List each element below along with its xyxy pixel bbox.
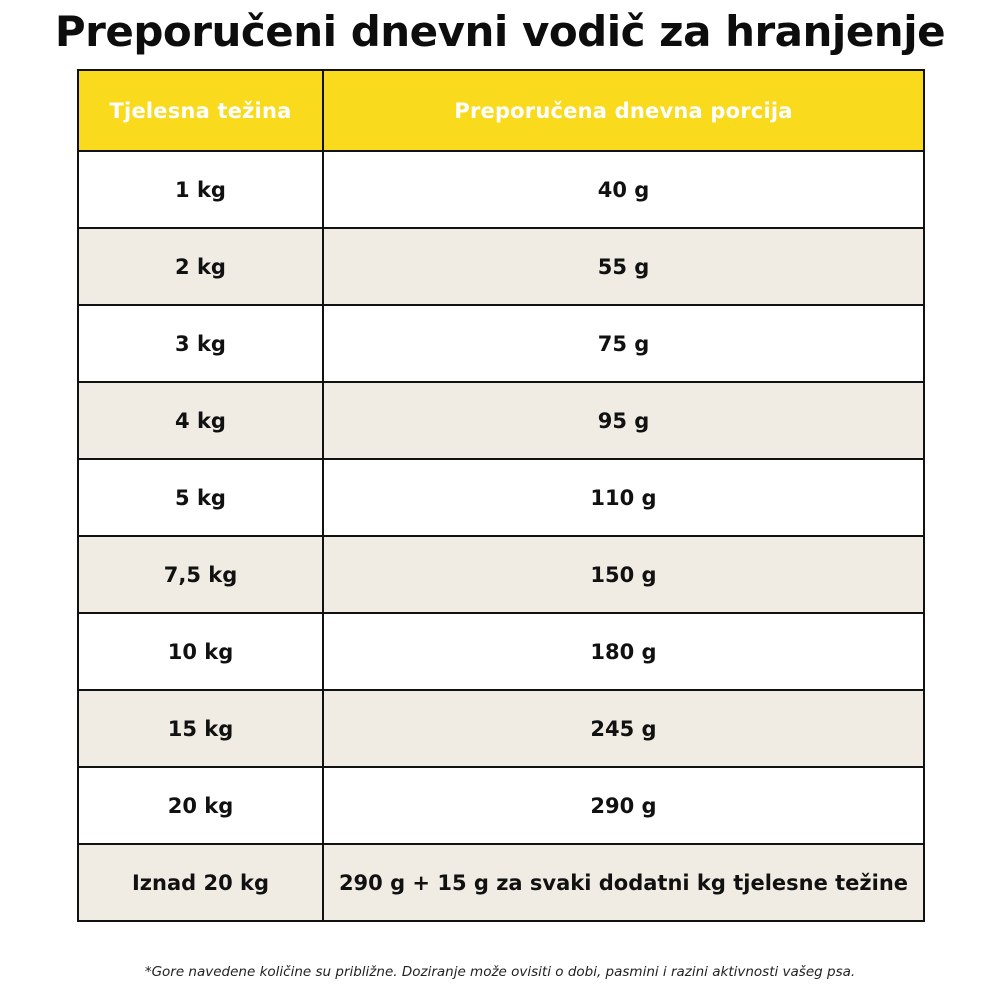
table-row	[78, 228, 924, 305]
header-daily-portion: Preporučena dnevna porcija	[323, 70, 924, 151]
weight-cell: 20 kg	[78, 767, 323, 844]
table-row	[78, 844, 924, 921]
weight-cell: 10 kg	[78, 613, 323, 690]
portion-cell: 180 g	[323, 613, 924, 690]
portion-cell: 40 g	[323, 151, 924, 228]
weight-cell: Iznad 20 kg	[78, 844, 323, 921]
table-header-row	[78, 70, 924, 151]
table-row	[78, 767, 924, 844]
portion-cell: 290 g	[323, 767, 924, 844]
feeding-guide-table	[77, 69, 925, 922]
table-row	[78, 151, 924, 228]
page-title: Preporučeni dnevni vodič za hranjenje	[54, 7, 946, 56]
weight-cell: 2 kg	[78, 228, 323, 305]
portion-cell: 110 g	[323, 459, 924, 536]
header-body-weight: Tjelesna težina	[78, 70, 323, 151]
weight-cell: 15 kg	[78, 690, 323, 767]
portion-cell: 95 g	[323, 382, 924, 459]
footnote: *Gore navedene količine su približne. Doziranje može ovisiti o dobi, pasmini i razini aktivnosti vašeg psa.	[144, 964, 856, 980]
weight-cell: 4 kg	[78, 382, 323, 459]
table-row	[78, 536, 924, 613]
table-row	[78, 690, 924, 767]
portion-cell: 290 g + 15 g za svaki dodatni kg tjelesne težine	[323, 844, 924, 921]
weight-cell: 7,5 kg	[78, 536, 323, 613]
portion-cell: 150 g	[323, 536, 924, 613]
table-row	[78, 305, 924, 382]
portion-cell: 75 g	[323, 305, 924, 382]
weight-cell: 1 kg	[78, 151, 323, 228]
table-row	[78, 459, 924, 536]
table-row	[78, 613, 924, 690]
weight-cell: 5 kg	[78, 459, 323, 536]
portion-cell: 55 g	[323, 228, 924, 305]
portion-cell: 245 g	[323, 690, 924, 767]
table-row	[78, 382, 924, 459]
weight-cell: 3 kg	[78, 305, 323, 382]
